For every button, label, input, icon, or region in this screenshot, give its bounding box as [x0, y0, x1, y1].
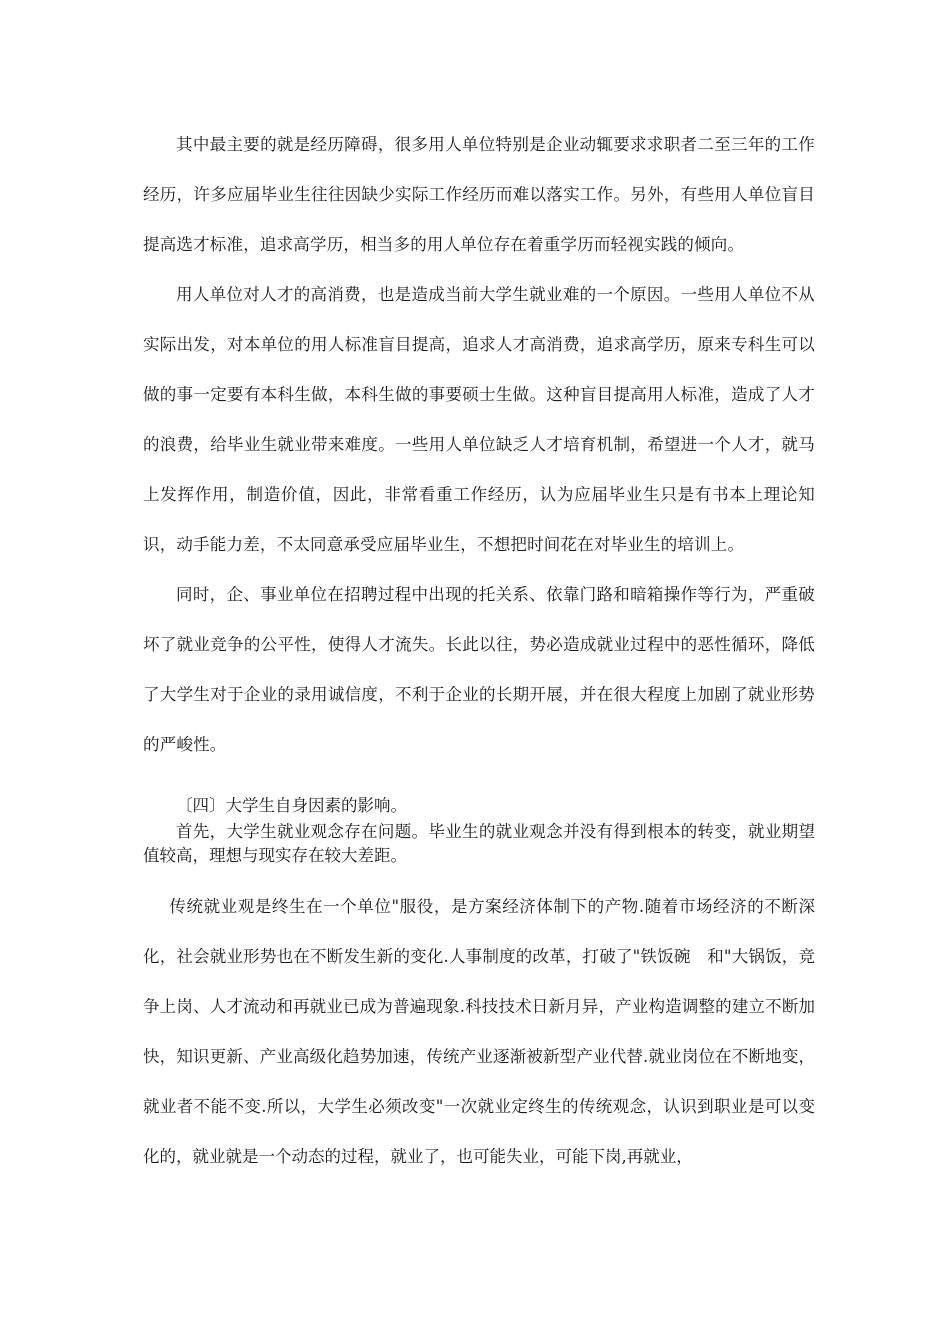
paragraph-unfair-recruitment: 同时，企、事业单位在招聘过程中出现的托关系、依靠门路和暗箱操作等行为，严重破坏了就业竞争的公平性，使得人才流失。长此以往，势必造成就业过程中的恶性循环，降低了大学生对于企业的录用诚信度，不利于企业的长期开展，并在很大程度上加剧了就业形势的严峻性。 — [143, 585, 815, 754]
paragraph-traditional-view: 传统就业观是终生在一个单位"服役，是方案经济体制下的产物.随着市场经济的不断深化，社会就业形势也在不断发生新的变化.人事制度的改革，打破了"铁饭碗 和"大锅饭，竞争上岗、人才流动和再就业已成为普遍现象.科技技术日新月异，产业构造调整的建立不断加快，知识更新、产业高级化趋势加速，传统产业逐渐被新型产业代替.就业岗位在不断地变，就业者不能不变.所以，大学生必须改变"一次就业定终生的传统观念，认识到职业是可以变化的，就业就是一个动态的过程，就业了，也可能失业，可能下岗,再就业， — [143, 897, 815, 1166]
paragraph-talent-overconsumption: 用人单位对人才的高消费，也是造成当前大学生就业难的一个原因。一些用人单位不从实际出发，对本单位的用人标准盲目提高，追求人才高消费，追求高学历，原来专科生可以做的事一定要有本科生做，本科生做的事要硕士生做。这种盲目提高用人标准，造成了人才的浪费，给毕业生就业带来难度。一些用人单位缺乏人才培育机制，希望进一个人才，就马上发挥作用，制造价值，因此，非常看重工作经历，认为应届毕业生只是有书本上理论知识，动手能力差，不太同意承受应届毕业生，不想把时间花在对毕业生的培训上。 — [143, 285, 815, 554]
paragraph-work-experience: 其中最主要的就是经历障碍，很多用人单位特别是企业动辄要求求职者二至三年的工作经历，许多应届毕业生往往因缺少实际工作经历而难以落实工作。另外，有些用人单位盲目提高选才标准，追求高学历，相当多的用人单位存在着重学历而轻视实践的倾向。 — [143, 135, 815, 254]
document-page — [143, 120, 815, 1182]
paragraph-employment-concept: 首先，大学生就业观念存在问题。毕业生的就业观念并没有得到根本的转变，就业期望值较高，理想与现实存在较大差距。 — [143, 822, 815, 865]
section-heading: 〔四〕大学生自身因素的影响。 — [176, 796, 407, 815]
